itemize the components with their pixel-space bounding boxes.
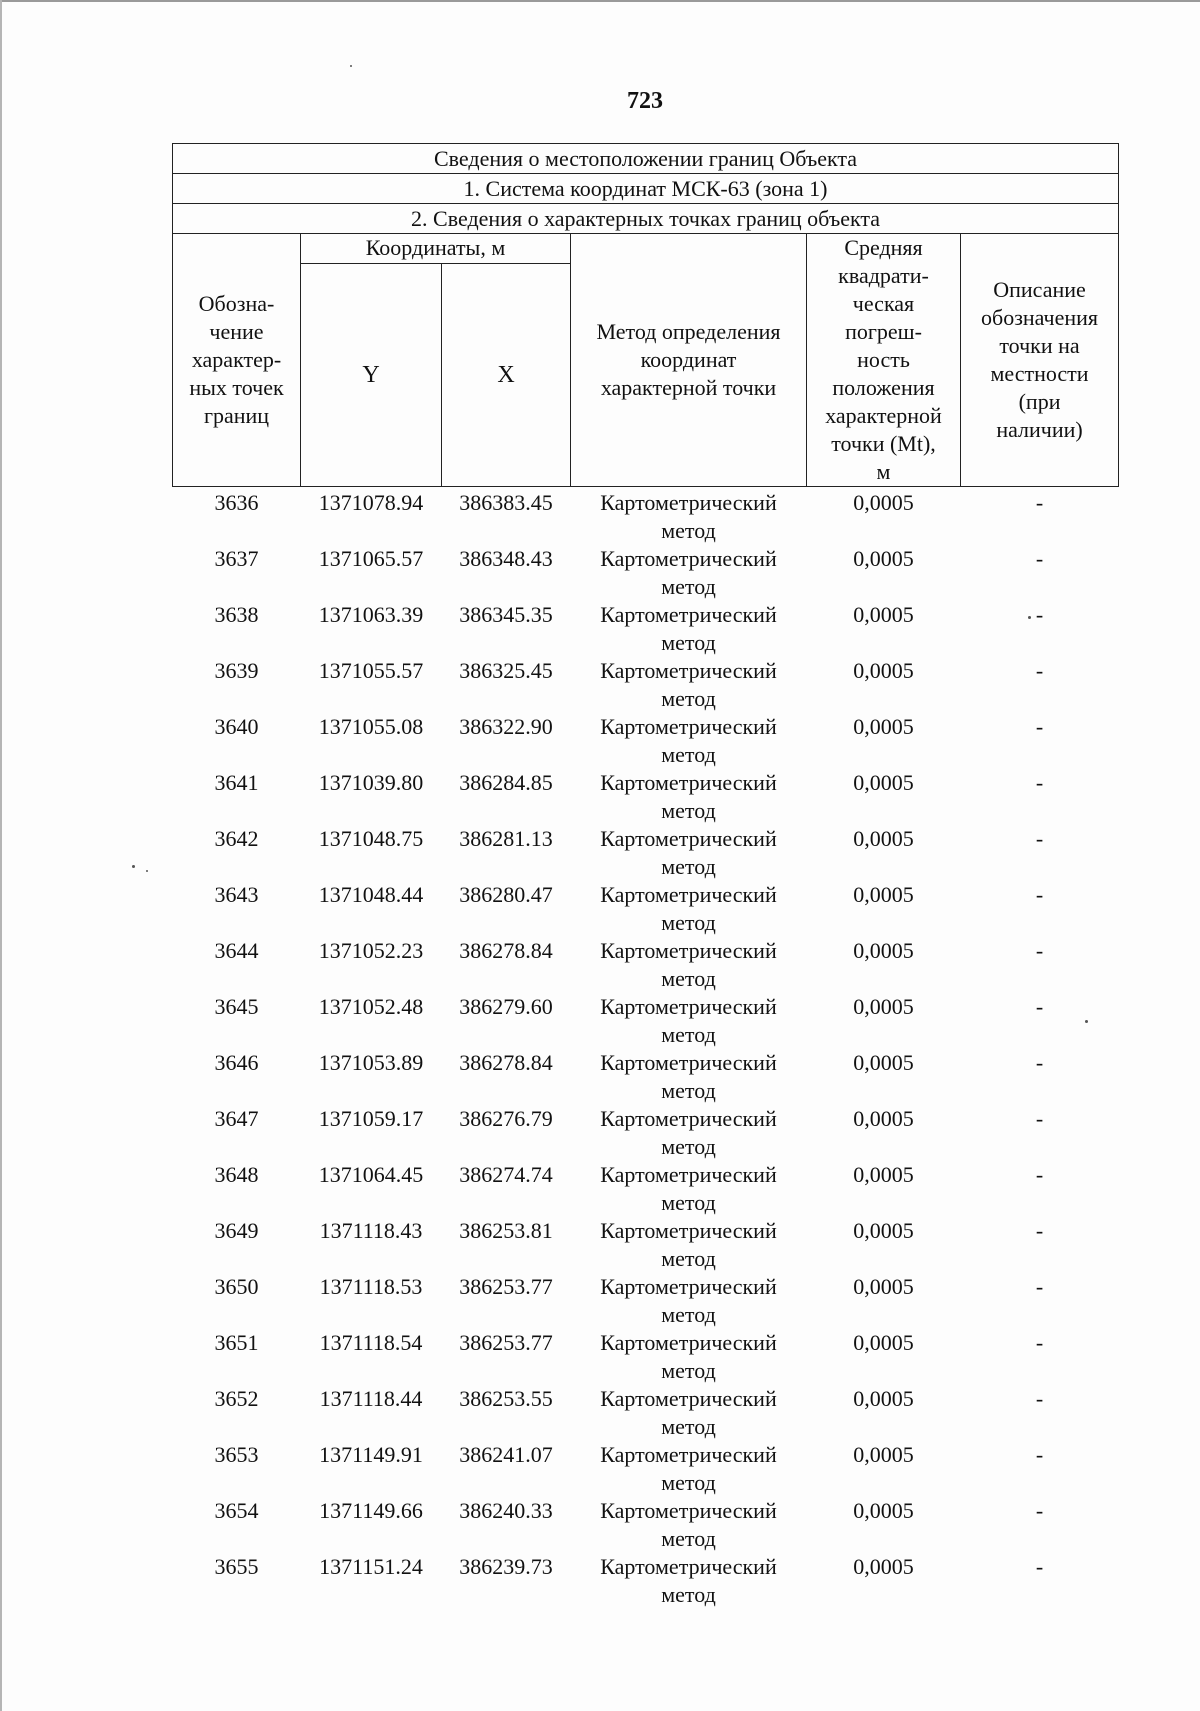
error-cell: 0,0005 <box>853 658 914 683</box>
description-cell: - <box>1035 546 1044 571</box>
method-cell <box>571 1273 807 1329</box>
x-coordinate-cell: 386278.84 <box>459 938 553 963</box>
description-cell: - <box>1035 714 1044 739</box>
table-row <box>173 713 1119 769</box>
table-row <box>173 881 1119 937</box>
table-row <box>173 825 1119 881</box>
y-coordinate-cell: 1371149.91 <box>319 1442 423 1467</box>
method-line-1: Картометрический <box>600 1218 777 1243</box>
x-coordinate-cell: 386239.73 <box>459 1554 553 1579</box>
y-coordinate-cell: 1371052.48 <box>318 994 424 1019</box>
y-coordinate-cell: 1371055.57 <box>318 658 424 683</box>
error-cell: 0,0005 <box>853 938 914 963</box>
error-cell: 0,0005 <box>853 546 914 571</box>
header-description-text: Описание обозначения точки на местности (при наличии) <box>981 277 1099 442</box>
y-coordinate-cell: 1371118.54 <box>319 1330 423 1355</box>
point-cell: 3649 <box>214 1218 259 1243</box>
method-cell <box>571 937 807 993</box>
method-line-2: метод <box>661 1022 716 1047</box>
method-line-2: метод <box>661 854 716 879</box>
scan-speck <box>146 870 148 872</box>
error-cell: 0,0005 <box>853 1050 914 1075</box>
method-line-2: метод <box>661 1526 716 1551</box>
x-coordinate-cell: 386348.43 <box>459 546 553 571</box>
method-line-1: Картометрический <box>600 882 777 907</box>
point-cell: 3639 <box>214 658 259 683</box>
table-row <box>173 937 1119 993</box>
point-cell: 3641 <box>214 770 259 795</box>
method-line-2: метод <box>661 1078 716 1103</box>
point-cell: 3643 <box>214 882 259 907</box>
point-cell: 3642 <box>214 826 259 851</box>
description-cell: - <box>1035 1554 1044 1579</box>
method-line-2: метод <box>661 1302 716 1327</box>
header-point-text: Обозна- чение характер- ных точек границ <box>189 291 284 428</box>
method-line-2: метод <box>661 966 716 991</box>
error-cell: 0,0005 <box>853 1498 914 1523</box>
error-cell: 0,0005 <box>853 994 914 1019</box>
table-row <box>173 601 1119 657</box>
header-y: Y <box>301 263 442 486</box>
error-cell: 0,0005 <box>853 770 914 795</box>
error-cell: 0,0005 <box>853 1218 914 1243</box>
error-cell: 0,0005 <box>853 1330 914 1355</box>
method-cell <box>571 1441 807 1497</box>
error-cell: 0,0005 <box>853 1442 914 1467</box>
point-cell: 3650 <box>214 1274 259 1299</box>
header-description <box>961 234 1119 487</box>
table-row <box>173 1497 1119 1553</box>
header-error-text: Средняя квадрати- ческая погреш- ность положения характерной точки (Mt), м <box>825 235 942 484</box>
y-coordinate-cell: 1371151.24 <box>319 1554 423 1579</box>
x-coordinate-cell: 386253.77 <box>459 1330 553 1355</box>
method-line-2: метод <box>661 798 716 823</box>
table-row <box>173 1553 1119 1609</box>
table-title-location: Сведения о местоположении границ Объекта <box>173 144 1119 174</box>
method-cell <box>571 1497 807 1553</box>
y-coordinate-cell: 1371048.44 <box>318 882 424 907</box>
description-cell: - <box>1035 1386 1044 1411</box>
method-line-1: Картометрический <box>600 714 777 739</box>
method-cell <box>571 601 807 657</box>
x-coordinate-cell: 386276.79 <box>459 1106 553 1131</box>
table-row <box>173 993 1119 1049</box>
description-cell: - <box>1035 1498 1044 1523</box>
method-line-2: метод <box>661 1134 716 1159</box>
x-coordinate-cell: 386284.85 <box>459 770 553 795</box>
y-coordinate-cell: 1371052.23 <box>318 938 424 963</box>
table-body <box>173 487 1119 1610</box>
point-cell: 3646 <box>214 1050 259 1075</box>
method-line-1: Картометрический <box>600 994 777 1019</box>
point-cell: 3648 <box>214 1162 259 1187</box>
description-cell: - <box>1035 1442 1044 1467</box>
method-cell <box>571 1553 807 1609</box>
description-cell: - <box>1035 826 1044 851</box>
x-coordinate-cell: 386345.35 <box>459 602 553 627</box>
point-cell: 3644 <box>214 938 259 963</box>
method-line-1: Картометрический <box>600 1554 777 1579</box>
description-cell: - <box>1035 1330 1044 1355</box>
method-cell <box>571 1385 807 1441</box>
method-cell <box>571 1161 807 1217</box>
y-coordinate-cell: 1371064.45 <box>318 1162 424 1187</box>
x-coordinate-cell: 386280.47 <box>459 882 553 907</box>
scan-speck <box>1028 616 1031 619</box>
method-cell <box>571 1217 807 1273</box>
method-line-1: Картометрический <box>600 938 777 963</box>
x-coordinate-cell: 386274.74 <box>459 1162 553 1187</box>
point-cell: 3636 <box>214 490 259 515</box>
scan-edge-left <box>0 0 2 1711</box>
x-coordinate-cell: 386253.77 <box>459 1274 553 1299</box>
method-line-1: Картометрический <box>600 1442 777 1467</box>
description-cell: - <box>1035 602 1044 627</box>
x-coordinate-cell: 386383.45 <box>459 490 553 515</box>
scan-edge-top <box>0 0 1200 2</box>
point-cell: 3645 <box>214 994 259 1019</box>
description-cell: - <box>1035 882 1044 907</box>
header-method <box>571 234 807 487</box>
error-cell: 0,0005 <box>853 602 914 627</box>
header-method-text: Метод определения координат характерной точки <box>596 319 781 400</box>
method-line-2: метод <box>661 1470 716 1495</box>
table-title-characteristic-points: 2. Сведения о характерных точках границ объекта <box>173 204 1119 234</box>
method-cell <box>571 1049 807 1105</box>
method-cell <box>571 825 807 881</box>
error-cell: 0,0005 <box>853 1106 914 1131</box>
error-cell: 0,0005 <box>853 1274 914 1299</box>
method-cell <box>571 545 807 601</box>
description-cell: - <box>1035 994 1044 1019</box>
y-coordinate-cell: 1371065.57 <box>318 546 424 571</box>
table-row <box>173 1049 1119 1105</box>
method-line-2: метод <box>661 1414 716 1439</box>
description-cell: - <box>1035 1162 1044 1187</box>
table-row <box>173 657 1119 713</box>
method-cell <box>571 993 807 1049</box>
point-cell: 3638 <box>214 602 259 627</box>
x-coordinate-cell: 386253.81 <box>459 1218 553 1243</box>
method-cell <box>571 881 807 937</box>
method-line-2: метод <box>661 1246 716 1271</box>
method-line-2: метод <box>661 1190 716 1215</box>
x-coordinate-cell: 386322.90 <box>459 714 553 739</box>
method-line-1: Картометрический <box>600 658 777 683</box>
boundary-points-table <box>172 143 1119 1609</box>
x-coordinate-cell: 386279.60 <box>459 994 553 1019</box>
y-coordinate-cell: 1371039.80 <box>318 770 424 795</box>
method-cell <box>571 1329 807 1385</box>
method-line-2: метод <box>661 518 716 543</box>
point-cell: 3652 <box>214 1386 259 1411</box>
method-line-2: метод <box>661 630 716 655</box>
table-row <box>173 769 1119 825</box>
header-x: X <box>442 263 571 486</box>
point-cell: 3651 <box>214 1330 259 1355</box>
table-row <box>173 1385 1119 1441</box>
table-row <box>173 487 1119 546</box>
table-row <box>173 545 1119 601</box>
description-cell: - <box>1035 490 1044 515</box>
point-cell: 3654 <box>214 1498 259 1523</box>
description-cell: - <box>1035 770 1044 795</box>
error-cell: 0,0005 <box>853 1162 914 1187</box>
description-cell: - <box>1035 938 1044 963</box>
method-line-1: Картометрический <box>600 1162 777 1187</box>
x-coordinate-cell: 386325.45 <box>459 658 553 683</box>
method-line-1: Картометрический <box>600 490 777 515</box>
y-coordinate-cell: 1371118.53 <box>319 1274 423 1299</box>
point-cell: 3637 <box>214 546 259 571</box>
table-row <box>173 1273 1119 1329</box>
method-line-1: Картометрический <box>600 1330 777 1355</box>
header-coordinates: Координаты, м <box>301 234 571 264</box>
description-cell: - <box>1035 1218 1044 1243</box>
point-cell: 3640 <box>214 714 259 739</box>
point-cell: 3647 <box>214 1106 259 1131</box>
method-line-1: Картометрический <box>600 602 777 627</box>
error-cell: 0,0005 <box>853 882 914 907</box>
method-line-2: метод <box>661 742 716 767</box>
table-row <box>173 1105 1119 1161</box>
method-cell <box>571 1105 807 1161</box>
error-cell: 0,0005 <box>853 1386 914 1411</box>
y-coordinate-cell: 1371063.39 <box>318 602 424 627</box>
scan-speck <box>132 865 135 868</box>
method-line-2: метод <box>661 910 716 935</box>
table-row <box>173 1217 1119 1273</box>
method-line-2: метод <box>661 686 716 711</box>
method-line-2: метод <box>661 574 716 599</box>
error-cell: 0,0005 <box>853 1554 914 1579</box>
method-cell <box>571 769 807 825</box>
y-coordinate-cell: 1371059.17 <box>318 1106 424 1131</box>
y-coordinate-cell: 1371048.75 <box>318 826 424 851</box>
method-line-1: Картометрический <box>600 1050 777 1075</box>
page-number: 723 <box>627 88 663 114</box>
description-cell: - <box>1035 1106 1044 1131</box>
method-cell <box>571 487 807 546</box>
table-title-coordinate-system: 1. Система координат МСК-63 (зона 1) <box>173 174 1119 204</box>
method-line-1: Картометрический <box>600 1386 777 1411</box>
y-coordinate-cell: 1371149.66 <box>319 1498 423 1523</box>
x-coordinate-cell: 386278.84 <box>459 1050 553 1075</box>
description-cell: - <box>1035 658 1044 683</box>
y-coordinate-cell: 1371053.89 <box>318 1050 424 1075</box>
method-line-1: Картометрический <box>600 826 777 851</box>
method-line-2: метод <box>661 1358 716 1383</box>
y-coordinate-cell: 1371118.44 <box>319 1386 423 1411</box>
error-cell: 0,0005 <box>853 826 914 851</box>
header-point <box>173 234 301 487</box>
method-line-1: Картометрический <box>600 1106 777 1131</box>
header-error <box>807 234 961 487</box>
table-row <box>173 1329 1119 1385</box>
scan-speck <box>1085 1020 1088 1023</box>
scan-speck <box>350 65 352 67</box>
table-row <box>173 1441 1119 1497</box>
method-line-1: Картометрический <box>600 546 777 571</box>
description-cell: - <box>1035 1050 1044 1075</box>
method-line-2: метод <box>661 1582 716 1607</box>
method-line-1: Картометрический <box>600 770 777 795</box>
error-cell: 0,0005 <box>853 714 914 739</box>
point-cell: 3655 <box>214 1554 259 1579</box>
method-cell <box>571 657 807 713</box>
x-coordinate-cell: 386240.33 <box>459 1498 553 1523</box>
point-cell: 3653 <box>214 1442 259 1467</box>
y-coordinate-cell: 1371078.94 <box>318 490 424 515</box>
error-cell: 0,0005 <box>853 490 914 515</box>
y-coordinate-cell: 1371055.08 <box>318 714 424 739</box>
x-coordinate-cell: 386241.07 <box>459 1442 553 1467</box>
method-cell <box>571 713 807 769</box>
x-coordinate-cell: 386253.55 <box>459 1386 553 1411</box>
method-line-1: Картометрический <box>600 1274 777 1299</box>
x-coordinate-cell: 386281.13 <box>459 826 553 851</box>
method-line-1: Картометрический <box>600 1498 777 1523</box>
y-coordinate-cell: 1371118.43 <box>319 1218 423 1243</box>
table-row <box>173 1161 1119 1217</box>
description-cell: - <box>1035 1274 1044 1299</box>
